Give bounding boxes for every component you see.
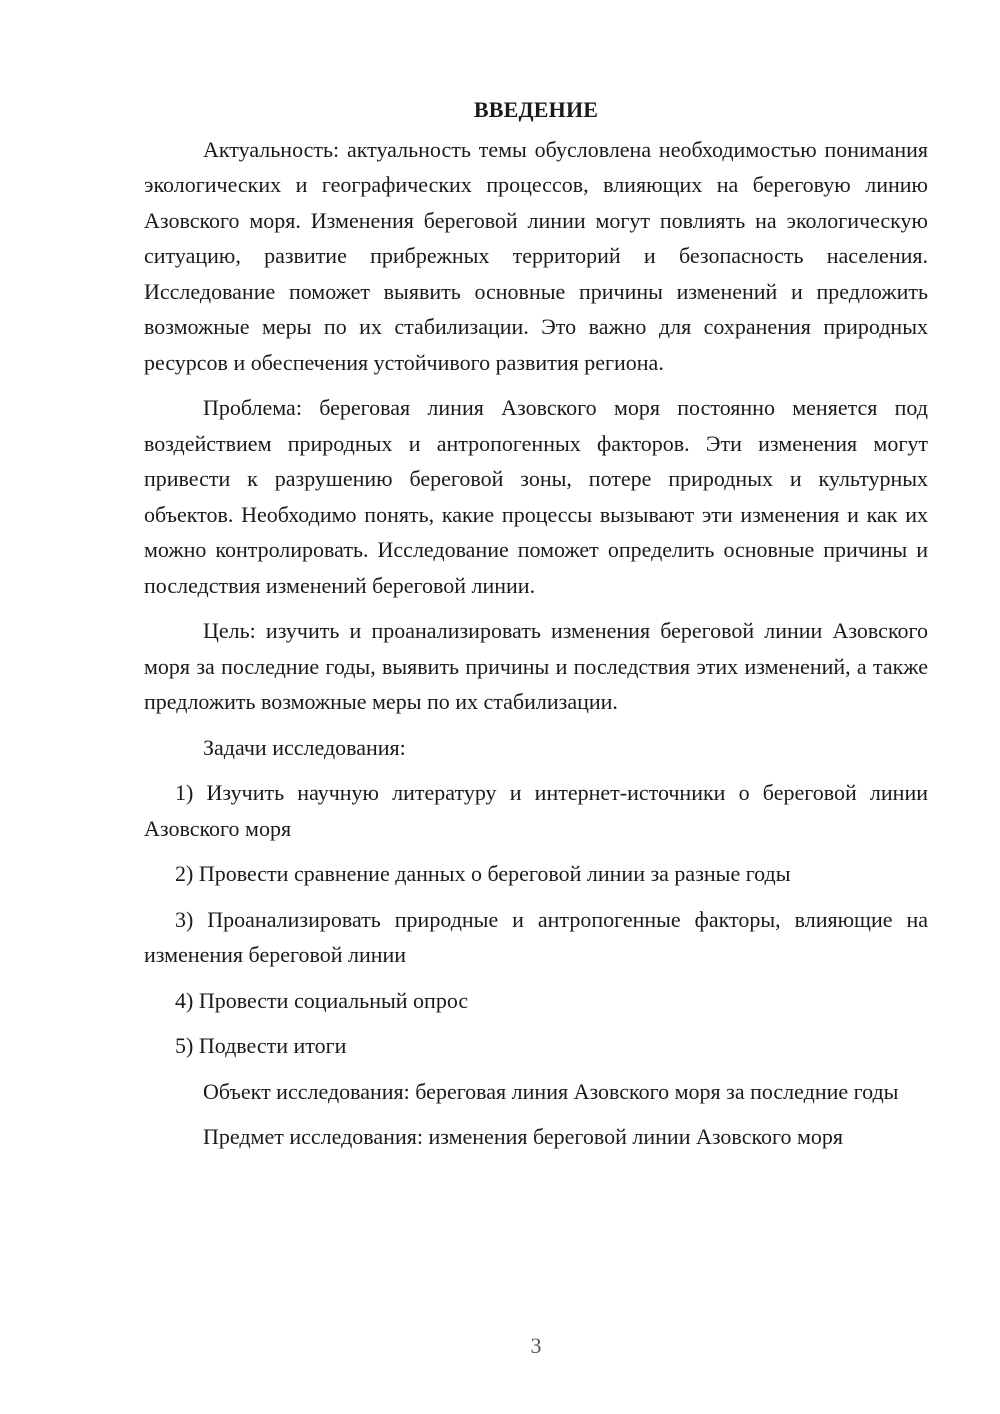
paragraph-goal: Цель: изучить и проанализировать изменения береговой линии Азовского моря за последние годы, выявить причины и последствия этих изменений, а также предложить возможные меры по их стабилизации. <box>144 618 928 714</box>
task-item-1: 1) Изучить научную литературу и интернет-источники о береговой линии Азовского моря <box>144 780 928 841</box>
paragraph-object: Объект исследования: береговая линия Азовского моря за последние годы <box>203 1078 899 1104</box>
task-item-2: 2) Провести сравнение данных о береговой линии за разные годы <box>175 861 791 886</box>
page-content <box>144 92 928 1165</box>
tasks-title: Задачи исследования: <box>203 734 406 760</box>
paragraph-subject: Предмет исследования: изменения береговой линии Азовского моря <box>203 1124 844 1149</box>
task-item-4: 4) Провести социальный опрос <box>175 987 469 1013</box>
task-item-3: 3) Проанализировать природные и антропогенные факторы, влияющие на изменения береговой линии <box>144 906 928 967</box>
task-item-5: 5) Подвести итоги <box>175 1033 347 1058</box>
page-number: 3 <box>530 1333 542 1358</box>
paragraph-relevance: Актуальность: актуальность темы обусловлена необходимостью понимания экологических и географических процессов, влияющих на береговую линию Азовского моря. Изменения береговой линии могут повлиять на экологическую ситуацию, развитие прибрежных территорий и безопасность населения. Исследование поможет выявить основные причины изменений и предложить возможные меры по их стабилизации. Это важно для сохранения природных ресурсов и обеспечения устойчивого развития региона. <box>144 136 928 375</box>
section-heading: ВВЕДЕНИЕ <box>473 97 599 122</box>
paragraph-problem: Проблема: береговая линия Азовского моря постоянно меняется под воздействием природных и антропогенных факторов. Эти изменения могут привести к разрушению береговой зоны, потере природных и культурных объектов. Необходимо понять, какие процессы вызывают эти изменения и как их можно контролировать. Исследование поможет определить основные причины и последствия изменений береговой линии. <box>144 395 928 598</box>
